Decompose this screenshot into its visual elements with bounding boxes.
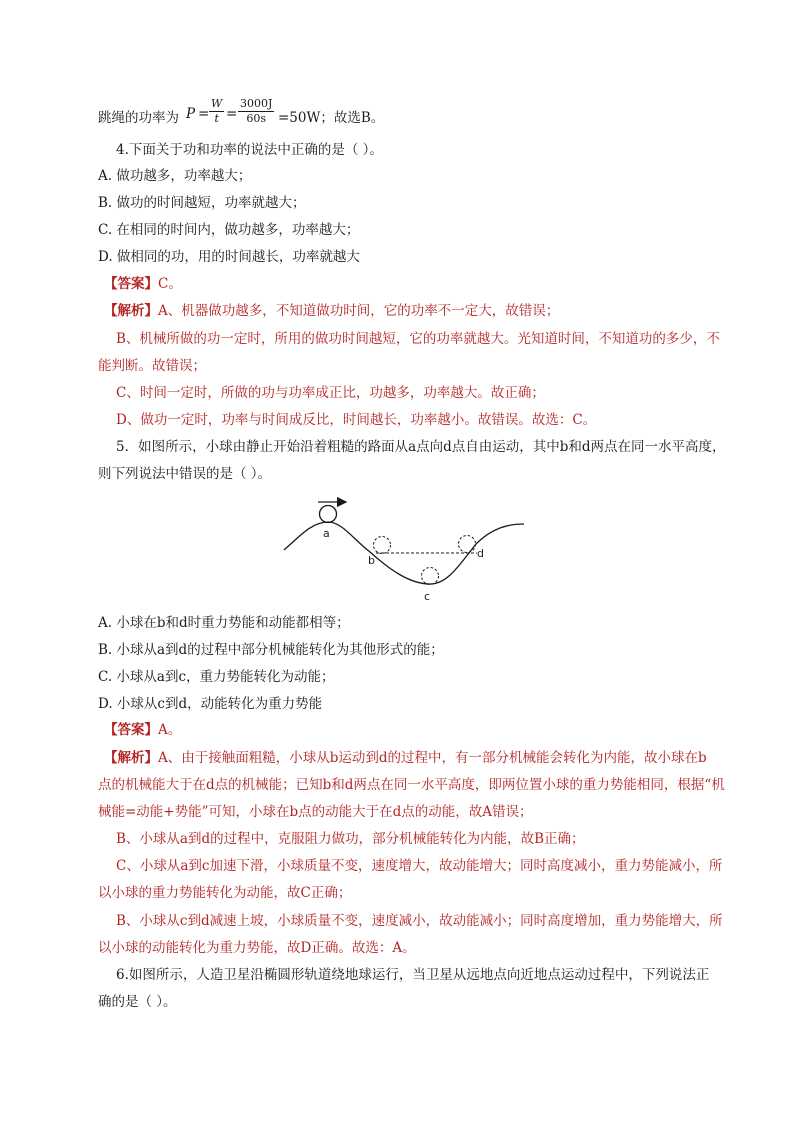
track-diagram — [280, 492, 530, 607]
q6-stem-line-1: 6.如图所示，人造卫星沿椭圆形轨道绕地球运行，当卫星从远地点向近地点运动过程中，下列说法正 — [116, 967, 710, 983]
fraction-3000-over-60 — [238, 97, 274, 126]
label-c: c — [424, 590, 431, 603]
q5-analysis-line-4: B、小球从a到d的过程中，克服阻力做功，部分机械能转化为内能，故B正确； — [116, 831, 585, 847]
q5-answer — [104, 721, 736, 739]
q5-analysis-line-5: C、小球从a到c加速下滑，小球质量不变，速度增大，故动能增大；同时高度减小，重力势能减小，所 — [116, 858, 723, 874]
label-b: b — [368, 554, 375, 567]
q5-analysis-line-7: B、小球从c到d减速上坡，小球质量不变，速度减小，故动能减小；同时高度增加，重力势能增大，所 — [116, 913, 723, 929]
q4-option-d: D. 做相同的功，用的时间越长，功率就越大 — [98, 249, 360, 265]
analysis-text: A、机器做功越多，不知道做功时间，它的功率不一定大，故错误； — [158, 303, 560, 319]
q4-option-a: A. 做功越多，功率越大； — [98, 168, 252, 184]
q4-analysis-line-2: B、机械所做的功一定时，所用的做功时间越短，它的功率就越大。光知道时间，不知道功的多少，不 — [116, 331, 720, 347]
formula-prefix: 跳绳的功率为 — [98, 110, 179, 126]
analysis-text: A、由于接触面粗糙，小球从b运动到d的过程中，有一部分机械能会转化为内能，故小球在b — [158, 750, 707, 766]
ball-at-c — [422, 568, 439, 585]
q4-analysis-line-4: C、时间一定时，所做的功与功率成正比，功越多，功率越大。故正确； — [116, 385, 545, 401]
q5-option-a: A. 小球在b和d时重力势能和动能都相等； — [98, 615, 350, 631]
answer-tag: 【答案】 — [104, 276, 158, 292]
fraction-numerator-W: W — [211, 97, 223, 110]
ball-at-d — [459, 536, 476, 553]
answer-value: A。 — [158, 722, 182, 738]
q5-option-d: D. 小球从c到d，动能转化为重力势能 — [98, 696, 323, 712]
formula-eq1: = — [198, 106, 210, 122]
formula-P: P — [186, 106, 196, 122]
q4-analysis-line-3: 能判断。故错误； — [98, 358, 206, 374]
q6-stem-line-2: 确的是（ ）。 — [98, 994, 177, 1010]
label-a: a — [323, 527, 330, 540]
formula-result: =50W；故选B。 — [278, 110, 385, 126]
q4-answer — [104, 275, 736, 293]
q5-analysis-line-2: 点的机械能大于在d点的机械能；已知b和d两点在同一水平高度，即两位置小球的重力势能相同，根据“机 — [98, 777, 725, 793]
q4-option-c: C. 在相同的时间内，做功越多，功率越大； — [98, 222, 360, 238]
fraction-denominator-60s: 60s — [246, 112, 267, 125]
label-d: d — [477, 547, 484, 560]
q4-analysis-line-1 — [104, 302, 736, 320]
analysis-tag: 【解析】 — [104, 750, 158, 766]
fraction-w-over-t — [209, 97, 224, 126]
q5-option-c: C. 小球从a到c，重力势能转化为动能； — [98, 669, 335, 685]
formula-eq2: = — [226, 106, 238, 122]
fraction-denominator-t: t — [214, 112, 219, 125]
q4-stem: 4.下面关于功和功率的说法中正确的是（ ）。 — [116, 142, 383, 158]
ball-at-a — [320, 506, 337, 523]
q5-analysis-line-3: 械能=动能+势能”可知，小球在b点的动能大于在d点的动能，故A错误； — [98, 804, 533, 820]
answer-value: C。 — [158, 276, 182, 292]
ball-track-figure — [280, 492, 530, 607]
ball-at-b — [374, 537, 391, 554]
q5-analysis-line-8: 以小球的动能转化为重力势能，故D正确。故选：A。 — [98, 940, 416, 956]
q4-analysis-line-5: D、做功一定时，功率与时间成反比，时间越长，功率越小。故错误。故选：C。 — [116, 412, 597, 428]
q5-analysis-line-1 — [104, 749, 736, 767]
q5-analysis-line-6: 以小球的重力势能转化为动能，故C正确； — [98, 885, 352, 901]
q4-option-b: B. 做功的时间越短，功率就越大； — [98, 195, 306, 211]
analysis-tag: 【解析】 — [104, 303, 158, 319]
q5-option-b: B. 小球从a到d的过程中部分机械能转化为其他形式的能； — [98, 642, 444, 658]
q5-stem-line-2: 则下列说法中错误的是（ ）。 — [98, 466, 272, 482]
fraction-numerator-3000J: 3000J — [240, 97, 273, 110]
answer-tag: 【答案】 — [104, 722, 158, 738]
q5-stem-line-1: 5．如图所示，小球由静止开始沿着粗糙的路面从a点向d点自由运动，其中b和d两点在同一水平高度， — [116, 439, 726, 455]
